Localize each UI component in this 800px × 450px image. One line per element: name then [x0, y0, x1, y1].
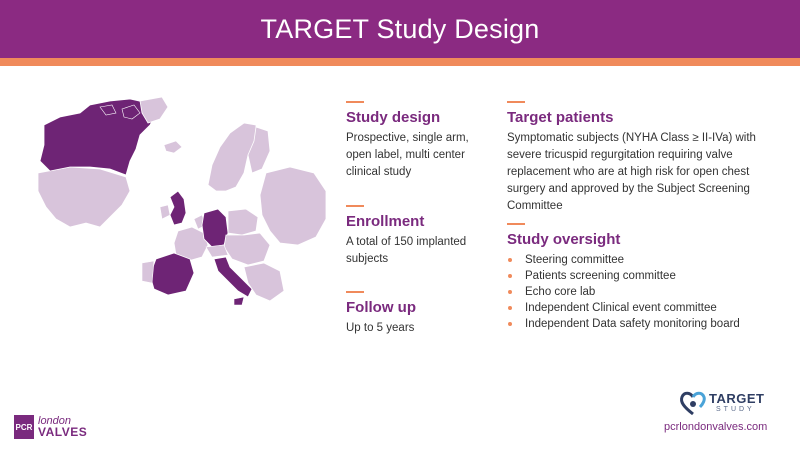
- list-item-text: Independent Clinical event committee: [525, 302, 717, 314]
- bullet-icon: [508, 258, 512, 262]
- accent-dash: [346, 291, 364, 293]
- study-oversight-section: [507, 223, 787, 332]
- map-balkans: [244, 263, 284, 301]
- enrollment-text: A total of 150 implanted subjects: [346, 236, 467, 265]
- list-item-text: Echo core lab: [525, 286, 596, 298]
- target-patients-heading: Target patients: [507, 109, 614, 126]
- list-item: [507, 252, 787, 268]
- pcr-london-valves-logo: [14, 412, 87, 442]
- heart-icon: [678, 388, 708, 418]
- map-ireland: [160, 205, 170, 219]
- accent-dash: [346, 205, 364, 207]
- world-map-image: [30, 95, 330, 310]
- study-oversight-heading: Study oversight: [507, 231, 621, 248]
- map-spain: [150, 253, 194, 295]
- target-patients-section: [507, 101, 767, 215]
- list-item-text: Patients screening committee: [525, 270, 676, 282]
- map-uk: [170, 191, 186, 225]
- map-germany: [202, 209, 228, 247]
- pcr-mark: PCR: [14, 415, 34, 439]
- map-poland: [228, 209, 258, 235]
- map-canada: [40, 99, 156, 175]
- study-design-heading: Study design: [346, 109, 441, 126]
- follow-up-heading: Follow up: [346, 299, 416, 316]
- target-study-logo: [678, 388, 778, 420]
- target-name-text: TARGET: [709, 391, 765, 406]
- accent-dash: [346, 101, 364, 103]
- study-design-section: [346, 101, 496, 181]
- bullet-icon: [508, 290, 512, 294]
- pcr-wordmark: [38, 416, 87, 438]
- oversight-list: [507, 252, 787, 332]
- map-usa: [38, 167, 130, 227]
- list-item: [507, 284, 787, 300]
- list-item: [507, 268, 787, 284]
- map-portugal: [142, 261, 154, 283]
- bullet-icon: [508, 306, 512, 310]
- bullet-icon: [508, 322, 512, 326]
- map-austria: [206, 245, 228, 257]
- accent-stripe: [0, 58, 800, 66]
- list-item: [507, 300, 787, 316]
- bullet-icon: [508, 274, 512, 278]
- list-item-text: Independent Data safety monitoring board: [525, 318, 740, 330]
- follow-up-text: Up to 5 years: [346, 322, 415, 334]
- list-item-text: Steering committee: [525, 254, 625, 266]
- accent-dash: [507, 101, 525, 103]
- map-sicily: [234, 297, 244, 305]
- pcr-london-text: london: [38, 415, 72, 427]
- footer-url[interactable]: pcrlondonvalves.com: [664, 421, 768, 433]
- map-central-europe: [224, 233, 270, 265]
- target-sub-text: STUDY: [716, 406, 755, 413]
- list-item: [507, 316, 787, 332]
- accent-dash: [507, 223, 525, 225]
- enrollment-heading: Enrollment: [346, 213, 425, 230]
- target-patients-text: Symptomatic subjects (NYHA Class ≥ II-IVa) with severe tricuspid regurgitation requiring valve replacement who are at high risk for open chest surgery and approved by the Subject Screening Committee: [507, 132, 756, 212]
- page-title: TARGET Study Design: [260, 13, 540, 44]
- study-design-text: Prospective, single arm, open label, multi center clinical study: [346, 132, 469, 178]
- map-iceland: [164, 141, 182, 153]
- enrollment-section: [346, 205, 496, 268]
- map-eastern-europe: [260, 167, 326, 245]
- follow-up-section: [346, 291, 496, 337]
- title-bar: [0, 0, 800, 58]
- pcr-valves-text: VALVES: [38, 425, 88, 439]
